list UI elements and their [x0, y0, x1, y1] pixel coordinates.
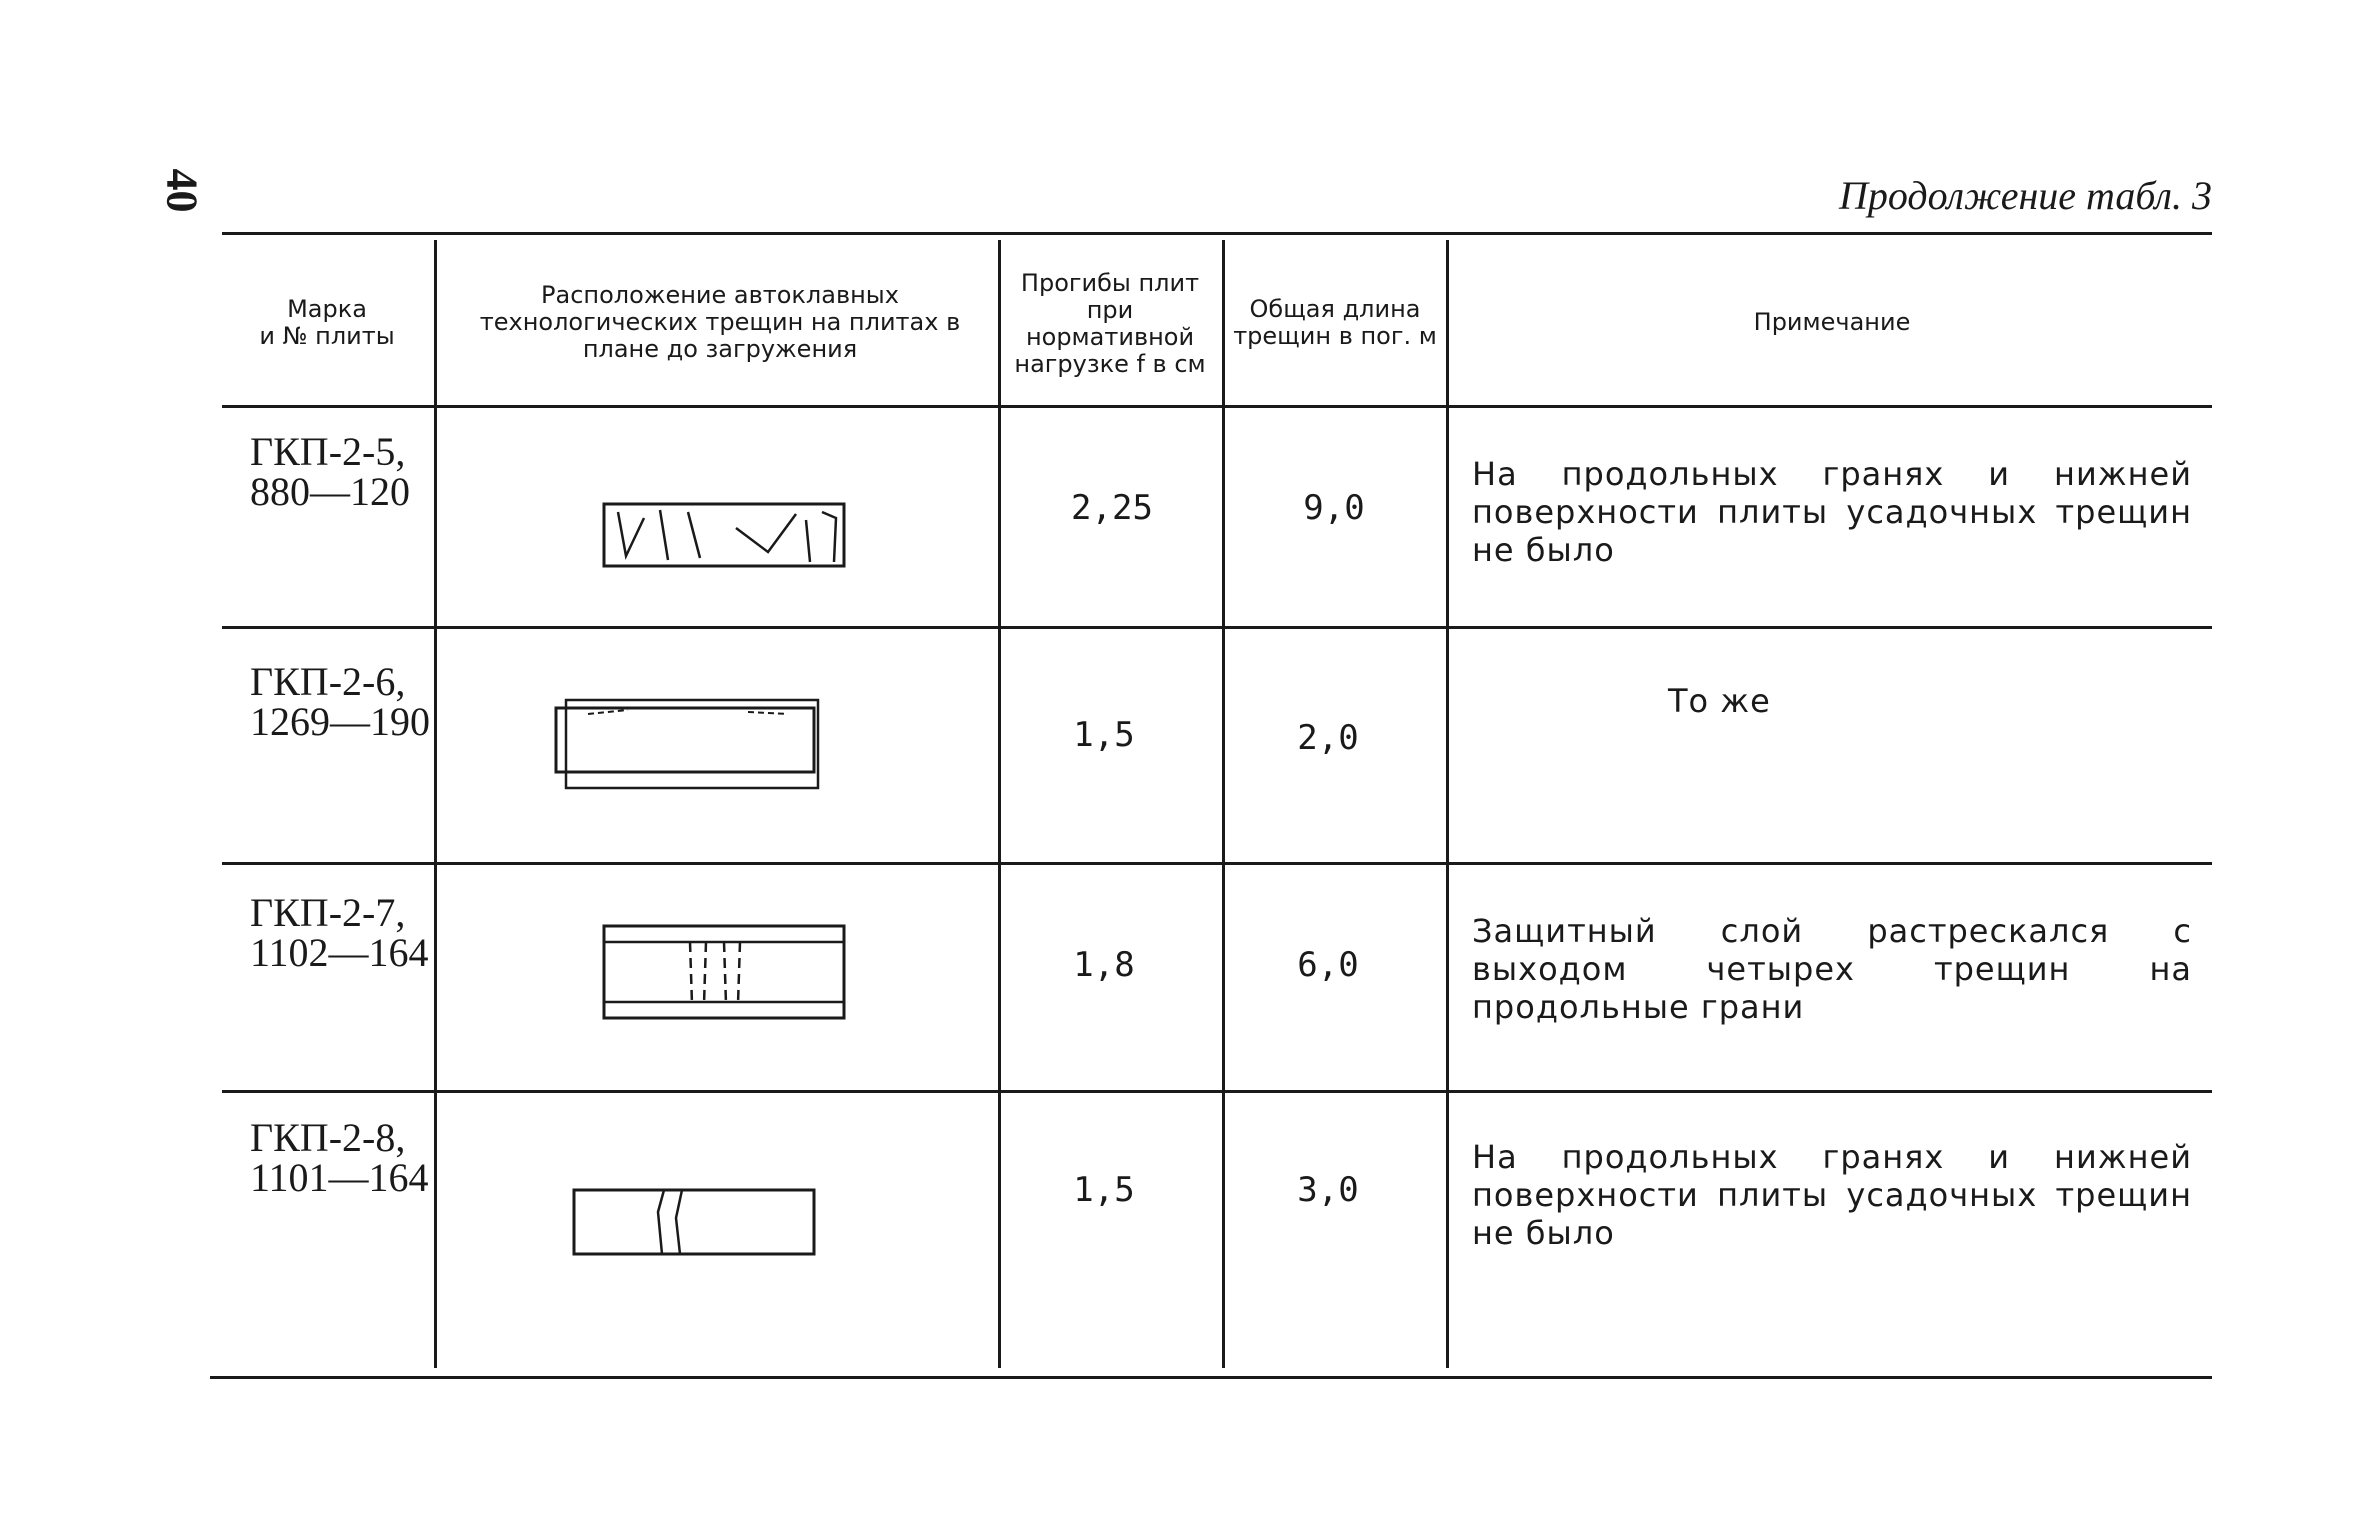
- header-deflection: Прогибы плит при нормативной нагрузке f в см: [1014, 269, 1206, 378]
- crack-sketch-2: [548, 696, 830, 796]
- crack-sketch-4: [568, 1184, 824, 1264]
- column-divider: [1446, 240, 1449, 1368]
- plate-mark: ГКП-2-6, 1269—190: [250, 659, 430, 744]
- header-note: Примечание: [1753, 308, 1911, 336]
- row-divider: [222, 626, 2212, 629]
- crack-length-value: 9,0: [1303, 488, 1365, 528]
- row-divider: [222, 1090, 2212, 1093]
- deflection-value: 2,25: [1071, 488, 1153, 528]
- header-mark: Марка и № плиты: [259, 294, 395, 350]
- table-top-rule: [222, 232, 2212, 235]
- note-text: То же: [1668, 682, 1771, 720]
- crack-sketch-3: [598, 918, 850, 1028]
- deflection-value: 1,5: [1073, 715, 1135, 755]
- column-divider: [1222, 240, 1225, 1368]
- table-bottom-rule: [210, 1376, 2212, 1379]
- row-divider: [222, 862, 2212, 865]
- plate-mark: ГКП-2-8, 1101—164: [250, 1115, 429, 1200]
- plate-mark: ГКП-2-5, 880—120: [250, 429, 410, 514]
- note-text: Защитный слой растрескался с выходом четырех трещин на продольные грани: [1472, 912, 2192, 1026]
- header-cracks: Расположение автоклавных технологических трещин на плитах в плане до загружения: [479, 281, 961, 363]
- plate-mark: ГКП-2-7, 1102—164: [250, 890, 429, 975]
- column-divider: [434, 240, 437, 1368]
- column-divider: [998, 240, 1001, 1368]
- crack-length-value: 3,0: [1297, 1170, 1359, 1210]
- deflection-value: 1,5: [1073, 1170, 1135, 1210]
- crack-sketch-1: [596, 498, 856, 576]
- note-text: На продольных гранях и нижней поверхности плиты усадочных трещин не было: [1472, 1138, 2192, 1252]
- header-bottom-rule: [222, 405, 2212, 408]
- deflection-value: 1,8: [1073, 945, 1135, 985]
- crack-length-value: 6,0: [1297, 945, 1359, 985]
- header-length: Общая длина трещин в пог. м: [1233, 294, 1437, 350]
- note-text: На продольных гранях и нижней поверхности плиты усадочных трещин не было: [1472, 455, 2192, 569]
- table-caption: Продолжение табл. 3: [1838, 173, 2212, 218]
- crack-length-value: 2,0: [1297, 718, 1359, 758]
- page-number: 40: [157, 168, 207, 213]
